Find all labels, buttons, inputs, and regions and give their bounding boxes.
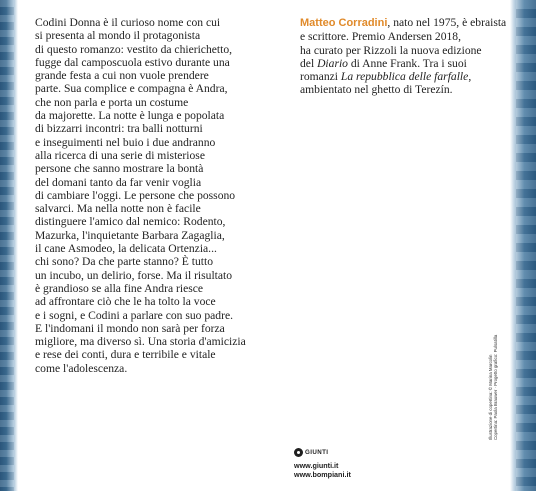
cover-art-left-edge [0, 0, 18, 491]
publisher-logo [294, 448, 328, 457]
cover-credits [488, 334, 499, 440]
credit-design: Copertina: Paola Brauwer · Progetto grafico: Pulsatilla [493, 334, 499, 440]
bio-text-3: , ambientato nel ghetto di Terezín. [300, 70, 472, 97]
bio-paragraph [300, 16, 522, 97]
book-title-repubblica: La repubblica delle farfalle [340, 70, 469, 84]
book-blurb [35, 16, 257, 375]
publisher-logo-text: GIUNTI [305, 449, 329, 456]
blurb-text: Codini Donna è il curioso nome con cui si presenta al mondo il protagonista di questo romanzo: vestito da chierichetto, fugge dal camposcuola estivo durante una grande festa a cui non vuole prendere parte. Sua complice e compagna è Andra, che non parla e porta un costume da majorette. La notte è lunga e popolata di bizzarri incontri: tra balli notturni e inseguimenti nel buio i due andranno alla ricerca di una serie di misteriose persone che sanno mostrare la bontà del domani tanto da far venir voglia di cambiare l'oggi. Le persone che possono salvarci. Ma nella notte non è facile distinguere l'amico dal nemico: Rodento, Mazurka, l'inquietante Barbara Zagaglia, il cane Asmodeo, la delicata Ortenzia... chi sono? Da che parte stanno? È tutto un incubo, un delirio, forse. Ma il risultato è grandioso se alla fine Andra riesce ad affrontare ciò che le ha tolto la voce e i sogni, e Codini a parlare con suo padre. E l'indomani il mondo non sarà per forza migliore, ma diverso sì. Una storia d'amicizia e rese dei conti, dura e terribile e vitale come l'adolescenza. [35, 16, 246, 375]
url-giunti: www.giunti.it [294, 461, 339, 470]
bio-text-2: di Anne Frank. Tra i suoi romanzi [300, 56, 467, 84]
author-bio [300, 16, 522, 97]
author-name: Matteo Corradini [300, 17, 388, 29]
book-title-diario: Diario [317, 56, 348, 70]
bio-text-1: , nato nel 1975, è ebraista e scrittore. Premio Andersen 2018, ha curato per Rizzoli la nuova edizione del [300, 16, 507, 70]
giunti-logo-icon [294, 448, 303, 457]
url-bompiani: www.bompiani.it [294, 470, 351, 479]
publisher-urls [294, 461, 351, 479]
credit-illustration: Illustrazione di copertina: © Marina Marcolin [488, 354, 493, 440]
